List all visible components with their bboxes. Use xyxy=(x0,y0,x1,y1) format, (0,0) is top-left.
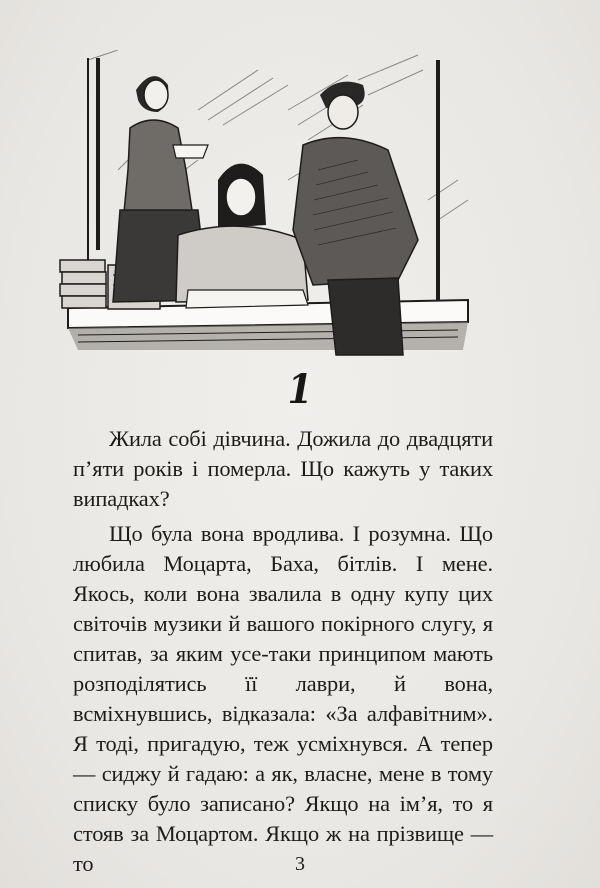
paragraph: Що була вона вродлива. І розумна. Що любила Моцарта, Баха, бітлів. І мене. Якось, коли вона звалила в одну купу цих світочів музики й вашого покірного слугу, я спитав, за яким усе-таки принципом мають розподілятись її лаври, й вона, всміхнувшись, відказала: «За алфавітним». Я тоді, пригадую, теж усміхнувся. А тепер — сиджу й гадаю: а як, власне, мене в тому списку було записано? Якщо на ім’я, то я стояв за Моцартом. Якщо ж на прізвище — то xyxy=(73,521,493,876)
paragraph: Жила собі дівчина. Дожила до двадцяти п’яти років і померла. Що кажуть у таких випадках? xyxy=(73,426,493,511)
page-number: 3 xyxy=(295,853,305,875)
body-text xyxy=(73,424,493,879)
chapter-illustration xyxy=(58,50,478,360)
chapter-number: 1 xyxy=(287,366,313,413)
